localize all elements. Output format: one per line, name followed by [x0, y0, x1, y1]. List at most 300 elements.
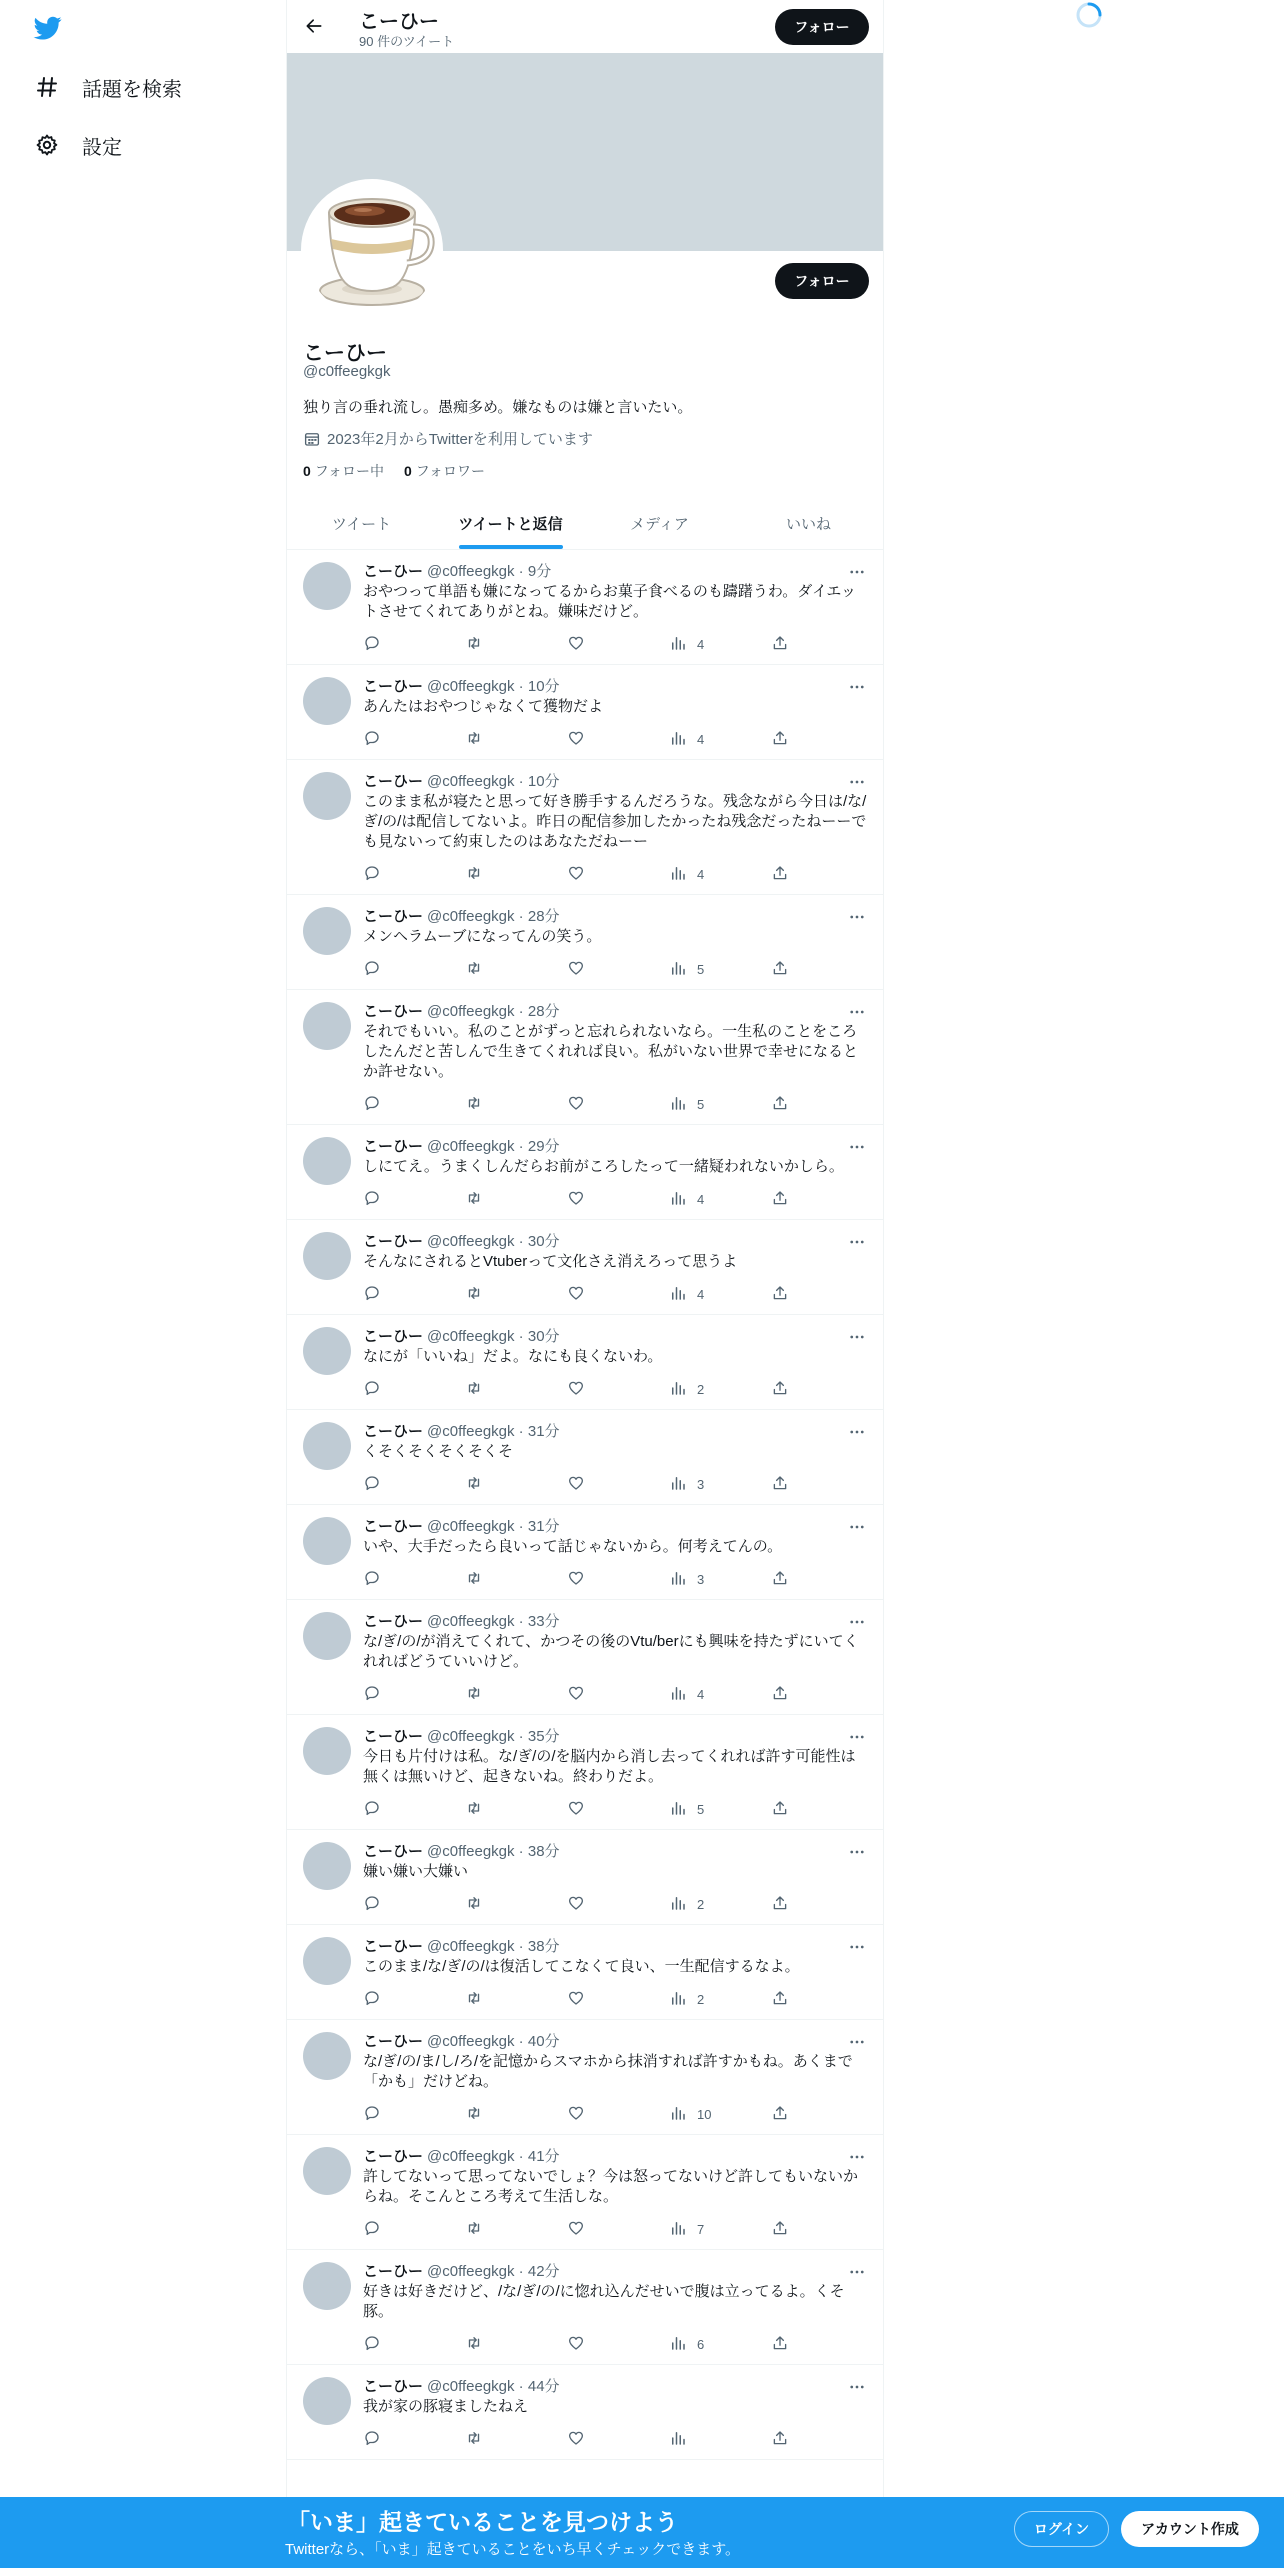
tweet-text-line: れればどうていいけど。 — [363, 1653, 529, 1670]
share-icon — [771, 2334, 789, 2355]
tweet-author-name[interactable]: こーひー — [363, 908, 424, 925]
tweet-text-line: したんだと苦しんで生きてくれれば良い。私がいない世界で幸せになると — [363, 1043, 859, 1060]
like-button[interactable] — [567, 2334, 669, 2355]
tweet-handle-time[interactable]: @c0ffeegkgk · 38分 — [427, 1843, 560, 1860]
retweet-icon — [465, 1684, 483, 1705]
tweet[interactable] — [287, 990, 883, 1125]
tweet-author-name[interactable]: こーひー — [363, 1003, 424, 1020]
reply-button[interactable] — [363, 1569, 465, 1590]
retweet-icon — [465, 1189, 483, 1210]
bar-chart-icon — [669, 634, 687, 655]
views-button[interactable] — [669, 1094, 771, 1115]
tweet-handle-time[interactable]: @c0ffeegkgk · 30分 — [427, 1233, 560, 1250]
prompt-subtitle: Twitterなら、「いま」起きていることをいち早くチェックできます。 — [285, 2541, 741, 2558]
header-tweet-count: 90 件のツイート — [359, 34, 455, 49]
tweet-text-line: トさせてくれてありがとね。嫌味だけど。 — [363, 603, 649, 620]
share-icon — [771, 1989, 789, 2010]
retweet-button[interactable] — [465, 1474, 567, 1495]
share-button[interactable] — [771, 1894, 801, 1915]
tweet-author-name[interactable]: こーひー — [363, 563, 424, 580]
more-options-icon[interactable] — [847, 2262, 867, 2282]
login-button[interactable]: ログイン — [1014, 2511, 1109, 2547]
tweet-header — [363, 677, 867, 697]
share-button[interactable] — [771, 729, 801, 750]
tweet-header — [363, 1727, 867, 1747]
reply-icon — [363, 1894, 381, 1915]
tweet-text — [363, 792, 867, 852]
heart-icon — [567, 2334, 585, 2355]
retweet-button[interactable] — [465, 959, 567, 980]
reply-button[interactable] — [363, 2219, 465, 2240]
tweet-author-name[interactable]: こーひー — [363, 2033, 424, 2050]
retweet-button[interactable] — [465, 2334, 567, 2355]
like-button[interactable] — [567, 864, 669, 885]
tweet-header — [363, 1002, 867, 1022]
heart-icon — [567, 2429, 585, 2450]
tweet-handle-time[interactable]: @c0ffeegkgk · 28分 — [427, 908, 560, 925]
reply-button[interactable] — [363, 959, 465, 980]
profile-follow-button[interactable]: フォロー — [775, 263, 869, 299]
tab-likes[interactable]: いいね — [785, 515, 831, 533]
retweet-button[interactable] — [465, 1189, 567, 1210]
share-icon — [771, 2219, 789, 2240]
tab-media[interactable]: メディア — [630, 515, 689, 533]
views-button[interactable] — [669, 2104, 771, 2125]
views-button[interactable] — [669, 2429, 771, 2450]
tweet[interactable] — [287, 550, 883, 665]
tweet-header — [363, 1137, 867, 1157]
tweet-text-line: いや、大手だったら良いって話じゃないから。何考えてんの。 — [363, 1538, 783, 1555]
reply-icon — [363, 1474, 381, 1495]
share-icon — [771, 1799, 789, 1820]
like-button[interactable] — [567, 2219, 669, 2240]
reply-button[interactable] — [363, 1379, 465, 1400]
more-options-icon[interactable] — [847, 2147, 867, 2167]
tweet-handle-time[interactable]: @c0ffeegkgk · 40分 — [427, 2033, 560, 2050]
twitter-bird-icon[interactable] — [31, 14, 65, 42]
tweet-header — [363, 1842, 867, 1862]
share-button[interactable] — [771, 1684, 801, 1705]
more-options-icon[interactable] — [847, 562, 867, 582]
calendar-icon — [303, 430, 321, 448]
avatar[interactable] — [303, 1937, 351, 1985]
reply-button[interactable] — [363, 1989, 465, 2010]
tweet[interactable] — [287, 760, 883, 895]
avatar[interactable] — [303, 562, 351, 610]
share-button[interactable] — [771, 634, 801, 655]
tweet[interactable] — [287, 1220, 883, 1315]
tweet-text — [363, 927, 867, 947]
view-count: 4 — [697, 1286, 705, 1302]
tweet-author-name[interactable]: こーひー — [363, 1938, 424, 1955]
tweet[interactable] — [287, 2365, 883, 2460]
tweet-actions — [363, 1094, 867, 1114]
share-button[interactable] — [771, 1379, 801, 1400]
tweet[interactable] — [287, 2250, 883, 2365]
more-options-icon[interactable] — [847, 1232, 867, 1252]
followers-link[interactable]: 0 フォロワー — [404, 463, 485, 479]
share-button[interactable] — [771, 2334, 801, 2355]
retweet-button[interactable] — [465, 1569, 567, 1590]
view-count: 4 — [697, 866, 705, 882]
view-count: 5 — [697, 961, 705, 977]
tweet[interactable] — [287, 1410, 883, 1505]
tweet-text-line: 豚。 — [363, 2303, 394, 2320]
more-options-icon[interactable] — [847, 1327, 867, 1347]
tweet-header — [363, 562, 867, 582]
bar-chart-icon — [669, 1684, 687, 1705]
tweet-header — [363, 1937, 867, 1957]
tweet-author-name[interactable]: こーひー — [363, 1843, 424, 1860]
reply-icon — [363, 1569, 381, 1590]
avatar[interactable] — [303, 1842, 351, 1890]
views-button[interactable] — [669, 1284, 771, 1305]
tweet-text-line: このまま私が寝たと思って好き勝手するんだろうな。残念ながら今日は/な/ — [363, 793, 867, 810]
share-button[interactable] — [771, 1569, 801, 1590]
retweet-button[interactable] — [465, 729, 567, 750]
tweet[interactable] — [287, 895, 883, 990]
reply-button[interactable] — [363, 1799, 465, 1820]
tweet-actions — [363, 1684, 867, 1704]
like-button[interactable] — [567, 1894, 669, 1915]
retweet-icon — [465, 1379, 483, 1400]
reply-icon — [363, 1989, 381, 2010]
profile-column — [286, 0, 884, 2568]
tweet-handle-time[interactable]: @c0ffeegkgk · 35分 — [427, 1728, 560, 1745]
share-button[interactable] — [771, 1989, 801, 2010]
like-button[interactable] — [567, 959, 669, 980]
more-options-icon[interactable] — [847, 1002, 867, 1022]
nav-item-label: 設定 — [82, 136, 122, 159]
share-button[interactable] — [771, 1284, 801, 1305]
view-count: 6 — [697, 2336, 705, 2352]
tweet-actions — [363, 1799, 867, 1819]
avatar[interactable] — [303, 1422, 351, 1470]
avatar[interactable] — [303, 2032, 351, 2080]
left-navigation — [0, 0, 286, 2568]
more-options-icon[interactable] — [847, 1937, 867, 1957]
tweet-handle-time[interactable]: @c0ffeegkgk · 28分 — [427, 1003, 560, 1020]
tweet-actions — [363, 959, 867, 979]
tweet-handle-time[interactable]: @c0ffeegkgk · 10分 — [427, 678, 560, 695]
more-options-icon[interactable] — [847, 772, 867, 792]
views-button[interactable] — [669, 1799, 771, 1820]
share-icon — [771, 1684, 789, 1705]
retweet-button[interactable] — [465, 864, 567, 885]
tweet-actions — [363, 634, 867, 654]
share-icon — [771, 729, 789, 750]
reply-icon — [363, 864, 381, 885]
tweet-handle-time[interactable]: @c0ffeegkgk · 30分 — [427, 1328, 560, 1345]
tweet[interactable] — [287, 1830, 883, 1925]
view-count: 2 — [697, 1896, 705, 1912]
tweet[interactable] — [287, 1125, 883, 1220]
avatar[interactable] — [303, 2147, 351, 2195]
tweet-text-line: それでもいい。私のことがずっと忘れられないなら。一生私のことをころ — [363, 1023, 858, 1040]
tweet-actions — [363, 1284, 867, 1304]
tweet-author-name[interactable]: こーひー — [363, 1233, 424, 1250]
tweet-text-line: 嫌い嫌い大嫌い — [363, 1863, 469, 1880]
more-options-icon[interactable] — [847, 677, 867, 697]
tweet-author-name[interactable]: こーひー — [363, 2148, 424, 2165]
tweet-handle-time[interactable]: @c0ffeegkgk · 31分 — [427, 1518, 560, 1535]
reply-icon — [363, 729, 381, 750]
header-follow-button[interactable]: フォロー — [775, 9, 869, 45]
reply-button[interactable] — [363, 2104, 465, 2125]
bar-chart-icon — [669, 1989, 687, 2010]
view-count: 2 — [697, 1381, 705, 1397]
tweet[interactable] — [287, 1600, 883, 1715]
tweet-handle-time[interactable]: @c0ffeegkgk · 42分 — [427, 2263, 560, 2280]
tweet-author-name[interactable]: こーひー — [363, 678, 424, 695]
tweet[interactable] — [287, 2020, 883, 2135]
tweet-header — [363, 1422, 867, 1442]
reply-button[interactable] — [363, 1094, 465, 1115]
like-button[interactable] — [567, 1379, 669, 1400]
retweet-icon — [465, 1284, 483, 1305]
tweet-author-name[interactable]: こーひー — [363, 1613, 424, 1630]
reply-button[interactable] — [363, 864, 465, 885]
like-button[interactable] — [567, 1989, 669, 2010]
profile-bio: 独り言の垂れ流し。愚痴多め。嫌なものは嫌と言いたい。 — [303, 399, 693, 416]
tweet-text — [363, 1347, 867, 1367]
views-button[interactable] — [669, 2219, 771, 2240]
tweet-text — [363, 1957, 867, 1977]
more-options-icon[interactable] — [847, 2377, 867, 2397]
retweet-icon — [465, 2429, 483, 2450]
tab-tweets[interactable]: ツイート — [331, 515, 392, 533]
tweet-text-line: も見ないって約束したのはあなただねーー — [363, 833, 649, 850]
retweet-icon — [465, 1799, 483, 1820]
views-button[interactable] — [669, 1989, 771, 2010]
views-button[interactable] — [669, 1474, 771, 1495]
tweet[interactable] — [287, 1505, 883, 1600]
tweet[interactable] — [287, 1925, 883, 2020]
tweet[interactable] — [287, 2135, 883, 2250]
tweet-text-line: おやつって単語も嫌になってるからお菓子食べるのも躊躇うわ。ダイエッ — [363, 583, 857, 600]
views-button[interactable] — [669, 1684, 771, 1705]
tweet-author-name[interactable]: こーひー — [363, 1423, 424, 1440]
reply-icon — [363, 2104, 381, 2125]
share-button[interactable] — [771, 1094, 801, 1115]
retweet-button[interactable] — [465, 2429, 567, 2450]
back-arrow-icon[interactable] — [301, 13, 327, 39]
like-button[interactable] — [567, 729, 669, 750]
tweet-handle-time[interactable]: @c0ffeegkgk · 9分 — [427, 563, 552, 580]
tweet-text — [363, 2397, 867, 2417]
tweet-actions — [363, 1189, 867, 1209]
more-options-icon[interactable] — [847, 1422, 867, 1442]
like-button[interactable] — [567, 1094, 669, 1115]
heart-icon — [567, 959, 585, 980]
avatar[interactable] — [303, 2377, 351, 2425]
reply-button[interactable] — [363, 729, 465, 750]
nav-item-explore[interactable] — [34, 67, 182, 107]
views-button[interactable] — [669, 1379, 771, 1400]
bar-chart-icon — [669, 1474, 687, 1495]
reply-button[interactable] — [363, 1894, 465, 1915]
tweet-handle-time[interactable]: @c0ffeegkgk · 10分 — [427, 773, 560, 790]
retweet-button[interactable] — [465, 1799, 567, 1820]
retweet-icon — [465, 2219, 483, 2240]
reply-button[interactable] — [363, 2334, 465, 2355]
like-button[interactable] — [567, 1474, 669, 1495]
tweet-author-name[interactable]: こーひー — [363, 2378, 424, 2395]
tweet-text — [363, 1537, 867, 1557]
tweet-handle-time[interactable]: @c0ffeegkgk · 38分 — [427, 1938, 560, 1955]
reply-icon — [363, 1379, 381, 1400]
tweet-text-line: 無くは無いけど、起きないね。終わりだよ。 — [363, 1768, 664, 1785]
share-icon — [771, 1569, 789, 1590]
share-button[interactable] — [771, 959, 801, 980]
tweet[interactable] — [287, 1315, 883, 1410]
reply-button[interactable] — [363, 1474, 465, 1495]
tweet-text-line: このまま/な/ぎ/の/は復活してこなくて良い、一生配信するなよ。 — [363, 1958, 800, 1975]
avatar[interactable] — [303, 1232, 351, 1280]
avatar[interactable] — [303, 907, 351, 955]
avatar[interactable] — [303, 1002, 351, 1050]
like-button[interactable] — [567, 1799, 669, 1820]
tweet-text — [363, 1862, 867, 1882]
share-button[interactable] — [771, 2429, 801, 2450]
retweet-button[interactable] — [465, 1894, 567, 1915]
avatar[interactable] — [303, 2262, 351, 2310]
views-button[interactable] — [669, 959, 771, 980]
reply-icon — [363, 1799, 381, 1820]
heart-icon — [567, 1379, 585, 1400]
tweet-header — [363, 772, 867, 792]
share-button[interactable] — [771, 1474, 801, 1495]
avatar[interactable] — [303, 1327, 351, 1375]
tweet-handle-time[interactable]: @c0ffeegkgk · 31分 — [427, 1423, 560, 1440]
tweet-author-name[interactable]: こーひー — [363, 773, 424, 790]
like-button[interactable] — [567, 1569, 669, 1590]
avatar[interactable] — [303, 1137, 351, 1185]
heart-icon — [567, 1684, 585, 1705]
tweet-handle-time[interactable]: @c0ffeegkgk · 29分 — [427, 1138, 560, 1155]
tab-tweets-and-replies[interactable]: ツイートと返信 — [436, 497, 585, 549]
retweet-button[interactable] — [465, 1284, 567, 1305]
more-options-icon[interactable] — [847, 2032, 867, 2052]
tweet-author-name[interactable]: こーひー — [363, 1518, 424, 1535]
tweet-text — [363, 2167, 867, 2207]
tweet-actions — [363, 1379, 867, 1399]
more-options-icon[interactable] — [847, 1137, 867, 1157]
retweet-button[interactable] — [465, 2219, 567, 2240]
reply-button[interactable] — [363, 2429, 465, 2450]
tweet-author-name[interactable]: こーひー — [363, 1728, 424, 1745]
tweet-author-name[interactable]: こーひー — [363, 2263, 424, 2280]
retweet-button[interactable] — [465, 1989, 567, 2010]
tweet-actions — [363, 2334, 867, 2354]
retweet-button[interactable] — [465, 634, 567, 655]
more-options-icon[interactable] — [847, 1612, 867, 1632]
header-name: こーひー — [359, 11, 439, 33]
tweet-text — [363, 1157, 867, 1177]
tweet-handle-time[interactable]: @c0ffeegkgk · 33分 — [427, 1613, 560, 1630]
bar-chart-icon — [669, 1284, 687, 1305]
share-button[interactable] — [771, 1799, 801, 1820]
tweet[interactable] — [287, 1715, 883, 1830]
signup-button[interactable]: アカウント作成 — [1121, 2511, 1259, 2547]
loading-spinner-icon — [1074, 0, 1104, 30]
following-link[interactable]: 0 フォロー中 — [303, 463, 384, 479]
avatar[interactable] — [303, 1517, 351, 1565]
tweet-header — [363, 1327, 867, 1347]
reply-button[interactable] — [363, 1684, 465, 1705]
tweet-author-name[interactable]: こーひー — [363, 1328, 424, 1345]
tweet-handle-time[interactable]: @c0ffeegkgk · 44分 — [427, 2378, 560, 2395]
tweet-actions — [363, 2429, 867, 2449]
tweet-text — [363, 2052, 867, 2092]
more-options-icon[interactable] — [847, 1517, 867, 1537]
avatar[interactable] — [303, 772, 351, 820]
views-button[interactable] — [669, 1894, 771, 1915]
reply-button[interactable] — [363, 1284, 465, 1305]
more-options-icon[interactable] — [847, 907, 867, 927]
retweet-button[interactable] — [465, 2104, 567, 2125]
like-button[interactable] — [567, 2104, 669, 2125]
share-button[interactable] — [771, 1189, 801, 1210]
retweet-button[interactable] — [465, 1379, 567, 1400]
tweet-text-line: 許してないって思ってないでしょ？今は怒ってないけど許してもいないか — [363, 2168, 859, 2185]
like-button[interactable] — [567, 1189, 669, 1210]
views-button[interactable] — [669, 634, 771, 655]
share-button[interactable] — [771, 864, 801, 885]
tweet-actions — [363, 1474, 867, 1494]
retweet-button[interactable] — [465, 1094, 567, 1115]
heart-icon — [567, 729, 585, 750]
views-button[interactable] — [669, 1189, 771, 1210]
views-button[interactable] — [669, 1569, 771, 1590]
retweet-icon — [465, 634, 483, 655]
views-button[interactable] — [669, 729, 771, 750]
share-button[interactable] — [771, 2219, 801, 2240]
reply-button[interactable] — [363, 1189, 465, 1210]
like-button[interactable] — [567, 1684, 669, 1705]
tweet-author-name[interactable]: こーひー — [363, 1138, 424, 1155]
bar-chart-icon — [669, 864, 687, 885]
tweet-handle-time[interactable]: @c0ffeegkgk · 41分 — [427, 2148, 560, 2165]
profile-avatar[interactable] — [301, 179, 443, 321]
heart-icon — [567, 1799, 585, 1820]
like-button[interactable] — [567, 634, 669, 655]
tweet[interactable] — [287, 665, 883, 760]
views-button[interactable] — [669, 2334, 771, 2355]
more-options-icon[interactable] — [847, 1842, 867, 1862]
tweet-actions — [363, 2104, 867, 2124]
nav-item-settings[interactable] — [34, 125, 122, 165]
retweet-button[interactable] — [465, 1684, 567, 1705]
share-icon — [771, 634, 789, 655]
avatar[interactable] — [303, 1727, 351, 1775]
avatar[interactable] — [303, 1612, 351, 1660]
like-button[interactable] — [567, 2429, 669, 2450]
more-options-icon[interactable] — [847, 1727, 867, 1747]
bar-chart-icon — [669, 1894, 687, 1915]
prompt-title: 「いま」起きていることを見つけよう — [287, 2509, 678, 2535]
profile-name: こーひー — [303, 342, 387, 365]
reply-icon — [363, 2219, 381, 2240]
heart-icon — [567, 1474, 585, 1495]
views-button[interactable] — [669, 864, 771, 885]
tweet-header — [363, 2147, 867, 2167]
reply-icon — [363, 1284, 381, 1305]
reply-button[interactable] — [363, 634, 465, 655]
like-button[interactable] — [567, 1284, 669, 1305]
avatar[interactable] — [303, 677, 351, 725]
share-button[interactable] — [771, 2104, 801, 2125]
